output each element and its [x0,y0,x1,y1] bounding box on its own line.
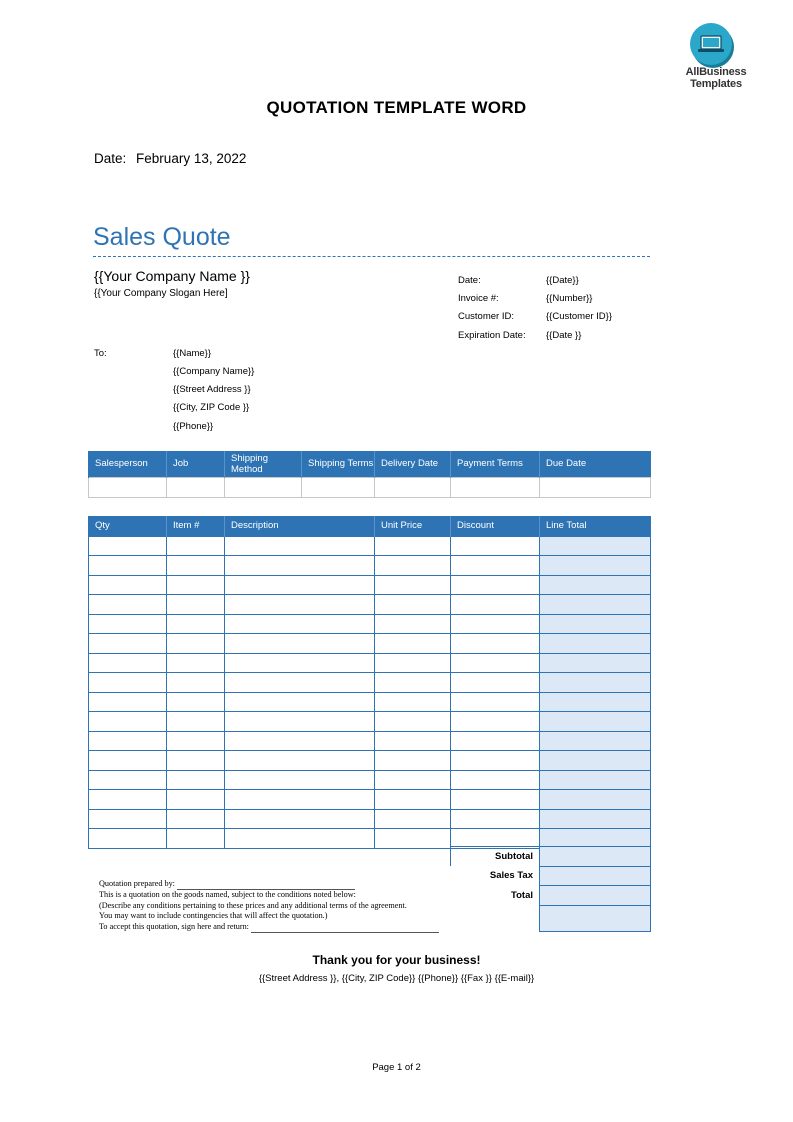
terms-header-job: Job [167,451,225,477]
item-cell[interactable] [89,556,167,576]
item-cell[interactable] [540,770,651,790]
item-cell[interactable] [540,536,651,556]
table-row [89,692,651,712]
item-cell[interactable] [375,556,451,576]
item-cell[interactable] [225,575,375,595]
item-cell[interactable] [540,595,651,615]
item-cell[interactable] [225,595,375,615]
item-cell[interactable] [225,829,375,849]
terms-cell[interactable] [451,477,540,497]
item-cell[interactable] [451,731,540,751]
item-cell[interactable] [225,653,375,673]
item-cell[interactable] [225,536,375,556]
table-row [89,712,651,732]
notes-line-4: You may want to include contingencies that will affect the quotation.) [99,911,328,921]
document-date [94,151,246,166]
document-title: QUOTATION TEMPLATE WORD [266,98,527,117]
prepared-by-label: Quotation prepared by: [99,879,175,888]
terms-cell[interactable] [89,477,167,497]
quotation-notes [99,879,459,933]
item-cell[interactable] [375,809,451,829]
terms-cell[interactable] [302,477,375,497]
signature-field[interactable] [251,924,439,933]
item-cell[interactable] [225,731,375,751]
item-cell[interactable] [451,751,540,771]
item-cell[interactable] [89,809,167,829]
item-cell[interactable] [225,614,375,634]
item-cell[interactable] [167,712,225,732]
item-cell[interactable] [451,653,540,673]
totals-table [450,846,651,932]
items-header-item-number: Item # [167,516,225,536]
item-cell[interactable] [167,770,225,790]
logo-wordmark [676,66,756,90]
terms-header-shipping-terms: Shipping Terms [302,451,375,477]
item-cell[interactable] [540,653,651,673]
items-header-discount: Discount [451,516,540,536]
item-cell[interactable] [89,614,167,634]
date-value: February 13, 2022 [136,151,247,166]
logo-line-2: Templates [690,78,742,90]
item-cell[interactable] [167,809,225,829]
item-cell[interactable] [375,673,451,693]
terms-header-delivery-date: Delivery Date [375,451,451,477]
table-row [89,634,651,654]
accept-label: To accept this quotation, sign here and return: [99,922,249,932]
item-cell[interactable] [89,673,167,693]
item-cell[interactable] [89,634,167,654]
prepared-by-field[interactable] [177,881,355,890]
to-label: To: [94,348,107,359]
logo-badge [690,23,732,65]
item-cell[interactable] [451,536,540,556]
item-cell[interactable] [89,712,167,732]
item-cell[interactable] [225,770,375,790]
item-cell[interactable] [375,614,451,634]
item-cell[interactable] [89,751,167,771]
item-cell[interactable] [167,614,225,634]
table-row [89,770,651,790]
item-cell[interactable] [540,809,651,829]
items-header-unit-price: Unit Price [375,516,451,536]
info-label-invoice: Invoice #: [458,293,499,304]
logo-line-1: AllBusiness [685,66,747,78]
terms-header-salesperson: Salesperson [89,451,167,477]
item-cell[interactable] [540,751,651,771]
item-cell[interactable] [451,809,540,829]
info-value-invoice: {{Number}} [546,293,593,304]
item-cell[interactable] [167,595,225,615]
company-slogan: {{Your Company Slogan Here] [94,288,228,299]
item-cell[interactable] [451,575,540,595]
item-cell[interactable] [375,790,451,810]
item-cell[interactable] [375,595,451,615]
item-cell[interactable] [167,536,225,556]
item-cell[interactable] [375,712,451,732]
item-cell[interactable] [167,790,225,810]
item-cell[interactable] [375,770,451,790]
info-label-customer-id: Customer ID: [458,311,514,322]
table-row [89,731,651,751]
item-cell[interactable] [89,731,167,751]
item-cell[interactable] [540,575,651,595]
item-cell[interactable] [375,575,451,595]
to-phone: {{Phone}} [173,421,214,432]
item-cell[interactable] [225,692,375,712]
item-cell[interactable] [225,751,375,771]
item-cell[interactable] [167,751,225,771]
notes-line-2: This is a quotation on the goods named, subject to the conditions noted below: [99,889,356,899]
item-cell[interactable] [225,556,375,576]
item-cell[interactable] [451,614,540,634]
item-cell[interactable] [375,731,451,751]
item-cell[interactable] [167,673,225,693]
item-cell[interactable] [375,536,451,556]
sales-tax-label: Sales Tax [489,870,533,882]
item-cell[interactable] [375,634,451,654]
info-value-customer-id: {{Customer ID}} [546,311,613,322]
items-header-line-total: Line Total [540,516,651,536]
terms-table [88,451,651,498]
heading-divider [93,256,650,257]
items-header-qty: Qty [89,516,167,536]
item-cell[interactable] [540,692,651,712]
item-cell[interactable] [89,790,167,810]
item-cell[interactable] [89,692,167,712]
item-cell[interactable] [451,556,540,576]
item-cell[interactable] [89,829,167,849]
item-cell[interactable] [451,595,540,615]
terms-cell[interactable] [225,477,302,497]
item-cell[interactable] [540,731,651,751]
item-cell[interactable] [451,712,540,732]
terms-header-due-date: Due Date [540,451,651,477]
date-label: Date: [94,151,127,166]
item-cell[interactable] [451,770,540,790]
item-cell[interactable] [451,634,540,654]
totals-spacer [451,905,540,931]
to-street: {{Street Address }} [173,384,251,395]
total-value[interactable] [540,886,651,906]
item-cell[interactable] [225,712,375,732]
table-row [89,536,651,556]
to-city: {{City, ZIP Code }} [173,402,250,413]
thank-you-message: Thank you for your business! [312,953,481,967]
item-cell[interactable] [167,575,225,595]
item-cell[interactable] [375,653,451,673]
table-row [89,575,651,595]
item-cell[interactable] [89,595,167,615]
prepared-by-line [99,879,459,890]
item-cell[interactable] [167,556,225,576]
item-cell[interactable] [540,634,651,654]
item-cell[interactable] [89,653,167,673]
table-row [89,751,651,771]
item-cell[interactable] [451,790,540,810]
to-company: {{Company Name}} [173,366,255,377]
item-cell[interactable] [167,653,225,673]
table-row [89,653,651,673]
terms-cell[interactable] [167,477,225,497]
item-cell[interactable] [375,692,451,712]
total-label: Total [511,889,533,901]
subtotal-label: Subtotal [451,847,540,867]
page-number: Page 1 of 2 [372,1062,421,1073]
item-cell[interactable] [89,536,167,556]
item-cell[interactable] [451,692,540,712]
table-row [89,556,651,576]
item-cell[interactable] [225,790,375,810]
terms-row [89,477,651,497]
table-row [89,595,651,615]
company-name: {{Your Company Name }} [94,268,250,284]
info-label-date: Date: [458,275,481,286]
sales-tax-value[interactable] [540,866,651,886]
table-row [89,614,651,634]
subtotal-value[interactable] [540,847,651,867]
items-table [88,516,651,849]
to-name: {{Name}} [173,348,212,359]
footer-address: {{Street Address }}, {{City, ZIP Code}} {{Phone}} {{Fax }} {{E-mail}} [258,973,535,984]
total-extra-value[interactable] [540,905,651,931]
terms-header-shipping-method: Shipping Method [225,451,302,477]
terms-cell[interactable] [540,477,651,497]
item-cell[interactable] [167,829,225,849]
table-row [89,673,651,693]
info-value-date: {{Date}} [546,275,579,286]
item-cell[interactable] [167,634,225,654]
items-header-description: Description [225,516,375,536]
table-row [89,790,651,810]
accept-line [99,922,459,933]
item-cell[interactable] [167,731,225,751]
item-cell[interactable] [375,751,451,771]
info-value-expiration: {{Date }} [546,330,582,341]
sales-quote-heading: Sales Quote [93,223,231,251]
item-cell[interactable] [225,809,375,829]
terms-cell[interactable] [375,477,451,497]
item-cell[interactable] [89,770,167,790]
notes-line-3: (Describe any conditions pertaining to these prices and any additional terms of the agreement. [99,900,407,910]
laptop-icon [690,23,732,65]
item-cell[interactable] [225,673,375,693]
item-cell[interactable] [225,634,375,654]
item-cell[interactable] [540,712,651,732]
item-cell[interactable] [540,556,651,576]
item-cell[interactable] [167,692,225,712]
item-cell[interactable] [540,614,651,634]
terms-header-payment-terms: Payment Terms [451,451,540,477]
item-cell[interactable] [375,829,451,849]
item-cell[interactable] [451,673,540,693]
item-cell[interactable] [540,790,651,810]
info-label-expiration: Expiration Date: [458,330,526,341]
table-row [89,809,651,829]
item-cell[interactable] [540,673,651,693]
item-cell[interactable] [89,575,167,595]
